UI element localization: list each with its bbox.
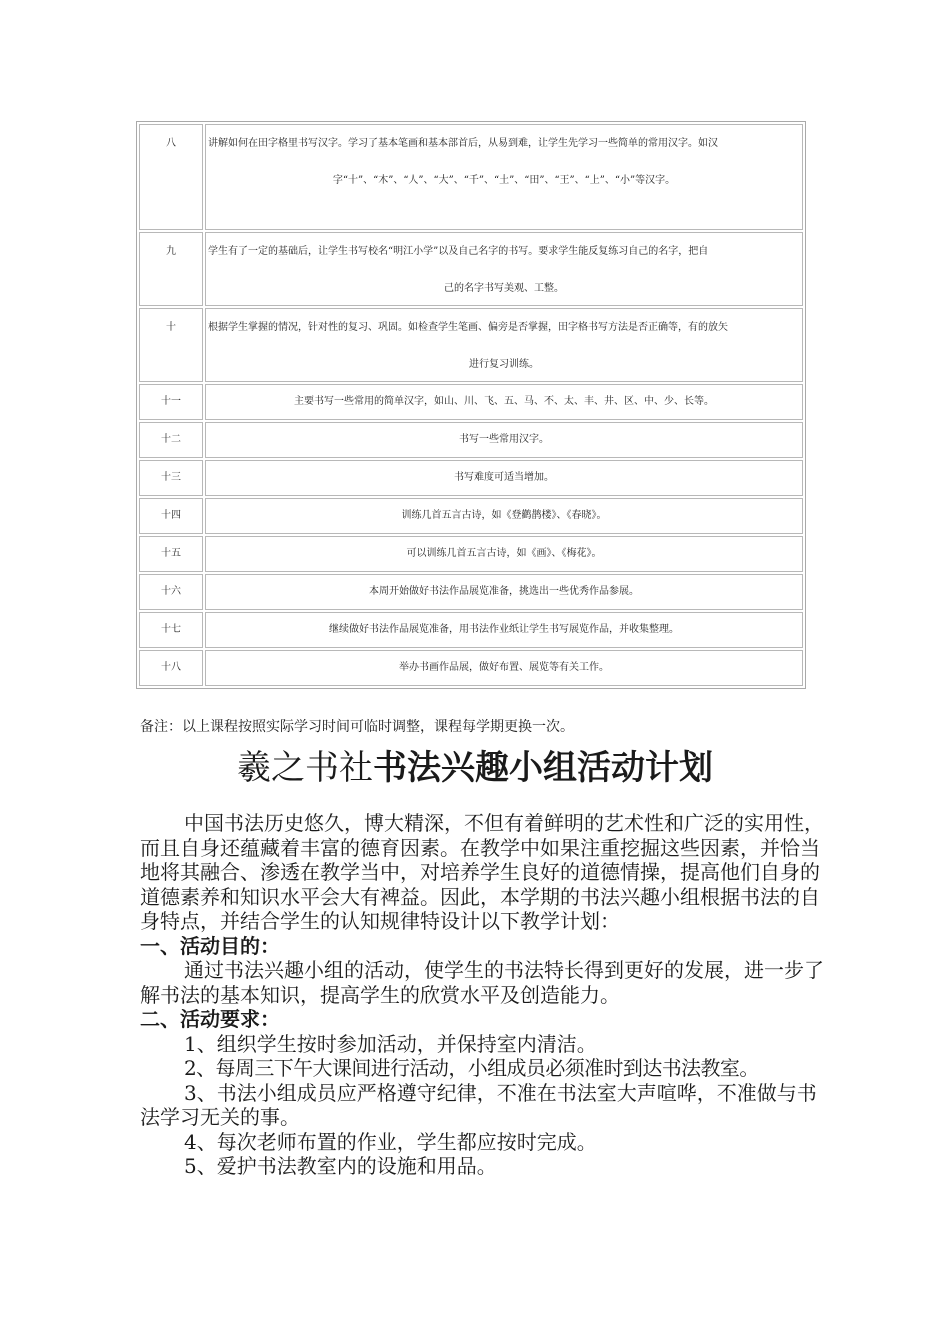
week-cell: 十六 (139, 574, 203, 610)
content-cell (205, 232, 803, 306)
content-line: 进行复习训练。 (469, 359, 539, 370)
week-cell: 十 (139, 308, 203, 382)
week-cell: 九 (139, 232, 203, 306)
schedule-table (136, 121, 806, 689)
content-line: 己的名字书写美观、工整。 (444, 283, 564, 294)
content-cell: 举办书画作品展，做好布置、展览等有关工作。 (205, 650, 803, 686)
table-row (139, 498, 803, 534)
week-cell: 八 (139, 124, 203, 230)
page-title (0, 740, 950, 796)
content-cell (205, 308, 803, 382)
content-cell: 训练几首五言古诗，如《登鹳鹊楼》、《春晓》。 (205, 498, 803, 534)
week-cell: 十五 (139, 536, 203, 572)
requirement-item: 5、爱护书法教室内的设施和用品。 (184, 1154, 497, 1178)
table-row (139, 612, 803, 648)
week-cell: 十八 (139, 650, 203, 686)
purpose-paragraph: 通过书法兴趣小组的活动，使学生的书法特长得到更好的发展，进一步了解书法的基本知识，提高学生的欣赏水平及创造能力。 (140, 958, 824, 1007)
content-cell: 本周开始做好书法作品展览准备，挑选出一些优秀作品参展。 (205, 574, 803, 610)
requirement-item: 2、每周三下午大课间进行活动，小组成员必须准时到达书法教室。 (184, 1056, 759, 1080)
week-cell: 十二 (139, 422, 203, 458)
remark-note: 备注：以上课程按照实际学习时间可临时调整，课程每学期更换一次。 (140, 719, 574, 735)
content-cell: 继续做好书法作品展览准备，用书法作业纸让学生书写展览作品，并收集整理。 (205, 612, 803, 648)
table-row (139, 232, 803, 306)
title-plan: 书法兴趣小组活动计划 (373, 748, 713, 788)
table-row (139, 308, 803, 382)
week-cell: 十四 (139, 498, 203, 534)
content-cell: 主要书写一些常用的简单汉字，如山、川、飞、五、马、不、太、丰、井、区、中、少、长等。 (205, 384, 803, 420)
intro-paragraph: 中国书法历史悠久，博大精深，不但有着鲜明的艺术性和广泛的实用性，而且自身还蕴藏着丰富的德育因素。在教学中如果注重挖掘这些因素，并恰当地将其融合、渗透在教学当中，对培养学生良好的道德情操，提高他们自身的道德素养和知识水平会大有裨益。因此，本学期的书法兴趣小组根据书法的自身特点，并结合学生的认知规律特设计以下教学计划： (140, 811, 824, 933)
requirement-item: 1、组织学生按时参加活动，并保持室内清洁。 (184, 1031, 597, 1056)
table-row (139, 124, 803, 230)
content-line: 学生有了一定的基础后，让学生书写校名“明江小学”以及自己名字的书写。要求学生能反复练习自己的名字，把自 (208, 246, 709, 257)
content-cell: 可以训练几首五言古诗，如《画》、《梅花》。 (205, 536, 803, 572)
content-cell: 书写一些常用汉字。 (205, 422, 803, 458)
week-cell: 十一 (139, 384, 203, 420)
table-row (139, 460, 803, 496)
requirement-item: 3、书法小组成员应严格遵守纪律，不准在书法室大声喧哗，不准做与书法学习无关的事。 (140, 1080, 817, 1129)
plan-body (140, 811, 828, 1179)
section-heading-purpose: 一、活动目的： (140, 933, 280, 958)
table-row (139, 422, 803, 458)
week-cell: 十七 (139, 612, 203, 648)
requirement-item: 4、每次老师布置的作业，学生都应按时完成。 (184, 1129, 597, 1154)
content-line: 字“十”、“木”、“人”、“大”、“千”、“土”、“田”、“王”、“上”、“小”等汉字。 (332, 175, 676, 186)
table-row (139, 536, 803, 572)
table-row (139, 650, 803, 686)
section-heading-requirements: 二、活动要求： (140, 1007, 280, 1031)
week-cell: 十三 (139, 460, 203, 496)
content-line: 讲解如何在田字格里书写汉字。学习了基本笔画和基本部首后，从易到难，让学生先学习一些简单的常用汉字。如汉 (208, 138, 718, 149)
content-cell: 书写难度可适当增加。 (205, 460, 803, 496)
table-row (139, 574, 803, 610)
content-line: 根据学生掌握的情况，针对性的复习、巩固。如检查学生笔画、偏旁是否掌握，田字格书写方法是否正确等，有的放矢 (208, 322, 728, 333)
content-cell (205, 124, 803, 230)
title-society: 羲之书社 (237, 748, 373, 788)
table-row (139, 384, 803, 420)
